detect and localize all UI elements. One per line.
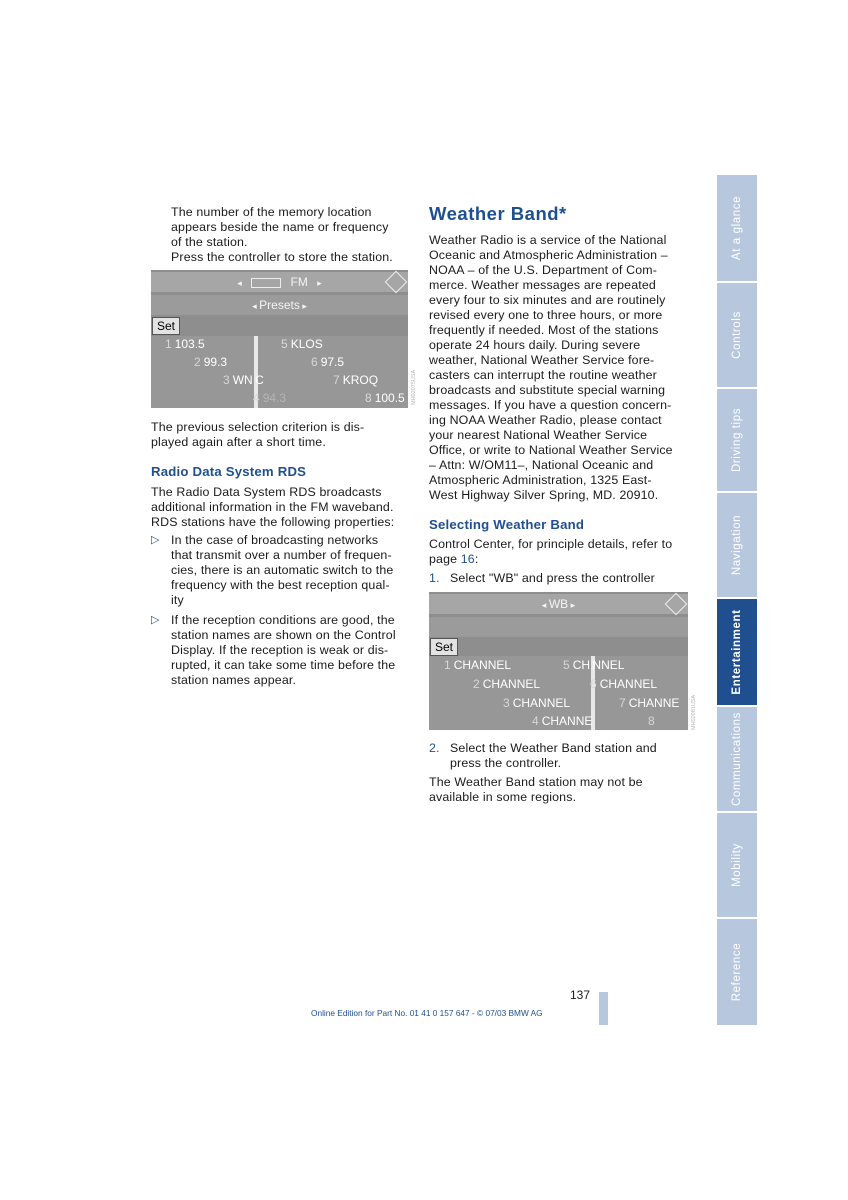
radio-icon — [251, 278, 281, 288]
bullet-item — [171, 613, 416, 688]
text-line: available in some regions. — [429, 790, 577, 804]
text-line: rupted, it can take some time before the — [171, 658, 396, 672]
set-button[interactable]: Set — [430, 638, 458, 656]
text-line: played again after a short time. — [151, 435, 326, 449]
text-line: your nearest National Weather Service — [429, 428, 648, 442]
text-line: station names appear. — [171, 673, 297, 687]
tab-entertainment[interactable]: Entertainment — [717, 599, 757, 705]
text-line: additional information in the FM waveband. — [151, 500, 394, 514]
step-text: Select "WB" and press the controller — [450, 571, 655, 585]
channel-5[interactable]: 5 CH NNEL — [563, 658, 625, 672]
channel-1[interactable]: 1 CHANNEL — [444, 658, 512, 672]
page-marker — [599, 992, 608, 1025]
arrow-left-icon: ◂ — [237, 278, 242, 288]
weather-paragraph — [429, 233, 694, 503]
text-line: If the reception conditions are good, the — [171, 613, 395, 627]
tab-controls[interactable]: Controls — [717, 283, 757, 387]
tab-at-a-glance[interactable]: At a glance — [717, 175, 757, 281]
rds-heading: Radio Data System RDS — [151, 464, 307, 479]
text-line: The previous selection criterion is dis- — [151, 420, 365, 434]
text-line: Office, or write to National Weather Service — [429, 443, 673, 457]
step-2 — [429, 741, 694, 770]
step-number: 2. — [429, 741, 440, 755]
step-1 — [429, 571, 694, 586]
channel-2[interactable]: 2 CHANNEL — [473, 677, 541, 691]
text-line: ity — [171, 593, 184, 607]
text-line: The number of the memory location — [171, 205, 372, 219]
text-line: press the controller. — [450, 756, 562, 770]
band-bar — [151, 272, 408, 292]
image-code: MH02081USA — [691, 694, 697, 730]
weather-band-screen — [429, 592, 688, 730]
step-text — [450, 741, 695, 771]
text-line: NOAA – of the U.S. Department of Com- — [429, 263, 657, 277]
preset-8[interactable]: 8 100.5 — [365, 391, 405, 405]
text-line: Atmospheric Administration, 1325 East- — [429, 473, 652, 487]
bullet-triangle-icon: ▷ — [151, 534, 160, 546]
text-line: In the case of broadcasting networks — [171, 533, 379, 547]
set-button[interactable]: Set — [152, 317, 180, 335]
text-line: Control Center, for principle details, refer to — [429, 537, 673, 551]
channel-7[interactable]: 7 CHANNE — [619, 696, 680, 710]
closing-paragraph — [429, 775, 694, 805]
tab-driving-tips[interactable]: Driving tips — [717, 389, 757, 491]
page-link[interactable]: 16 — [460, 552, 475, 566]
text-line: West Highway Silver Spring, MD. 20910. — [429, 488, 659, 502]
text-line: appears beside the name or frequency — [171, 220, 389, 234]
source-label: Presets — [259, 298, 300, 312]
text-line: weather, National Weather Service fore- — [429, 353, 655, 367]
text-line: that transmit over a number of frequen- — [171, 548, 392, 562]
preset-1[interactable]: 1 103.5 — [165, 337, 205, 351]
text-line: page 16: — [429, 552, 479, 566]
selecting-heading: Selecting Weather Band — [429, 517, 585, 532]
text-line: The Weather Band station may not be — [429, 775, 643, 789]
arrow-right-icon: ▸ — [317, 278, 322, 288]
bullet-triangle-icon: ▷ — [151, 614, 160, 626]
channel-3[interactable]: 3 CHANNEL — [503, 696, 571, 710]
text-line: merce. Weather messages are repeated — [429, 278, 656, 292]
text-line: messages. If you have a question concern- — [429, 398, 672, 412]
preset-5[interactable]: 5 KLOS — [281, 337, 323, 351]
text-line: The Radio Data System RDS broadcasts — [151, 485, 382, 499]
text-line: frequently if needed. Most of the stations — [429, 323, 659, 337]
channel-8[interactable]: 8 — [648, 714, 655, 728]
selecting-paragraph — [429, 537, 694, 567]
text-line: operate 24 hours daily. During severe — [429, 338, 641, 352]
step-number: 1. — [429, 571, 440, 585]
text-line: Select the Weather Band station and — [450, 741, 657, 755]
preset-4[interactable]: 4 94.3 — [253, 391, 287, 405]
preset-3[interactable]: 3 WN C — [223, 373, 264, 387]
intro-paragraph — [171, 205, 416, 265]
band-label: WB — [548, 597, 569, 611]
tab-reference[interactable]: Reference — [717, 919, 757, 1025]
text-line: RDS stations have the following properties: — [151, 515, 395, 529]
image-code: MH02075USA — [411, 369, 417, 405]
tab-communications[interactable]: Communications — [717, 707, 757, 811]
preset-2[interactable]: 2 99.3 — [194, 355, 228, 369]
text-line: ing NOAA Weather Radio, please contact — [429, 413, 662, 427]
text-line: cies, there is an automatic switch to the — [171, 563, 394, 577]
text-line: frequency with the best reception qual- — [171, 578, 390, 592]
channel-6[interactable]: 6 CHANNEL — [590, 677, 658, 691]
text-line: station names are shown on the Control — [171, 628, 396, 642]
footer-text: Online Edition for Part No. 01 41 0 157 647 - © 07/03 BMW AG — [311, 1008, 543, 1018]
page-title: Weather Band* — [429, 203, 567, 224]
text-line: Weather Radio is a service of the National — [429, 233, 667, 247]
band-label: FM — [290, 275, 308, 289]
text-line: Press the controller to store the station. — [171, 250, 393, 264]
text-line: revised every one to three hours, or more — [429, 308, 663, 322]
preset-6[interactable]: 6 97.5 — [311, 355, 345, 369]
text-line: – Attn: W/OM11–, National Oceanic and — [429, 458, 654, 472]
text-line: casters can interrupt the routine weather — [429, 368, 657, 382]
text-line: broadcasts and substitute special warning — [429, 383, 666, 397]
text-line: every four to six minutes and are routinely — [429, 293, 666, 307]
text-line: Display. If the reception is weak or dis- — [171, 643, 389, 657]
bullet-item — [171, 533, 416, 608]
rds-paragraph — [151, 485, 416, 530]
channel-4[interactable]: 4 CHANNE — [532, 714, 593, 728]
text-line: of the station. — [171, 235, 248, 249]
band-bar: ◂ WB ▸ — [429, 594, 688, 614]
source-bar: ◂ Presets ▸ — [151, 295, 408, 315]
preset-7[interactable]: 7 KROQ — [333, 373, 379, 387]
page-number: 137 — [570, 988, 591, 1002]
tab-mobility[interactable]: Mobility — [717, 813, 757, 917]
text-line: Oceanic and Atmospheric Administration – — [429, 248, 668, 262]
tab-navigation[interactable]: Navigation — [717, 493, 757, 597]
presets-screen — [151, 270, 408, 408]
after-paragraph — [151, 420, 416, 450]
